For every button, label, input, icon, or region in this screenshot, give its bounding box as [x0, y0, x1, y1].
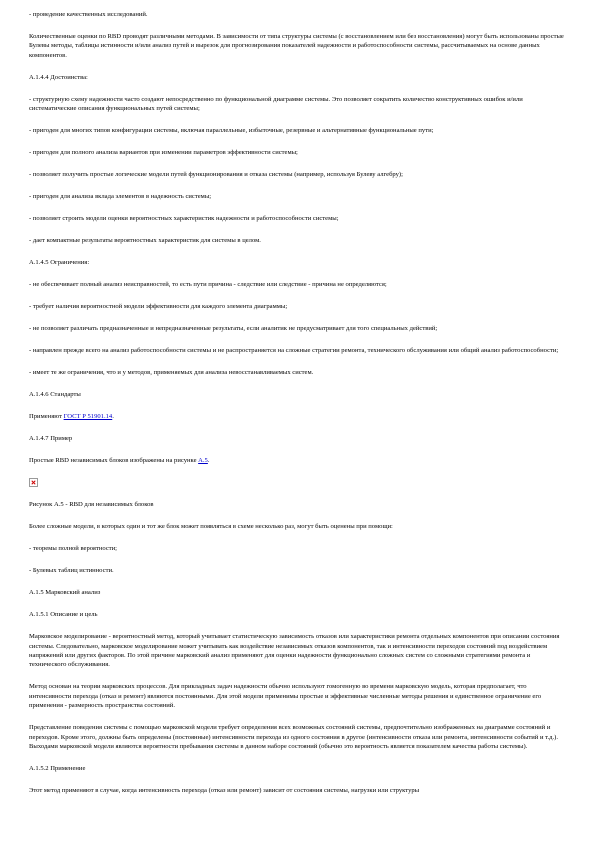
paragraph: - проведение качественных исследований. [29, 11, 148, 18]
figure-caption: Рисунок A.5 - RBD для независимых блоков [29, 501, 154, 509]
section-heading: A.1.5.2 Применение [29, 765, 86, 773]
section-heading: A.1.4.4 Достоинства: [29, 73, 88, 81]
list-item: - теоремы полной вероятности; [29, 545, 117, 553]
list-item: - Булевых таблиц истинности. [29, 567, 114, 575]
paragraph: Марковское моделирование - вероятностный метод, который учитывает статистическую зависимость отказов или характеристики ремонта отдельных компонентов при описании состояния системы. Следовательно, марковское моделирование может учитывать как воздействие независимых отказов компонентов, так и интенсивности переходов состояний под воздействием напряжений или других факторов. По этой причине марковский анализ применяют для оценки надежности функционально сложных систем со сложными стратегиями ремонта и технического обслуживания. [29, 633, 560, 669]
section-heading: A.1.5.1 Описание и цель [29, 611, 98, 619]
example-suffix: . [207, 457, 210, 465]
standards-paragraph [29, 412, 567, 421]
paragraph: Более сложные модели, в которых один и тот же блок может появляться в схеме несколько раз, могут быть оценены при помощи: [29, 523, 393, 531]
list-item: - не позволяет различать предназначенные и непредназначенные результаты, если аналитик не предусматривает для того специальных действий; [29, 325, 438, 333]
list-item: - позволяет получить простые логические модели путей функционирования и отказа системы (например, используя Булеву алгебру); [29, 171, 403, 179]
example-prefix: Простые RBD независимых блоков изображены на рисунке [29, 457, 199, 465]
broken-image-icon[interactable] [29, 478, 38, 487]
list-item: - структурную схему надежности часто создают непосредственно по функциональной диаграмме системы. Это позволяет сократить количество конструктивных ошибок и/или систематические описания функциональных путей системы; [29, 95, 523, 113]
section-heading: A.1.4.5 Ограничения: [29, 259, 90, 267]
list-item: - требует наличия вероятностной модели эффективности для каждого элемента диаграммы; [29, 303, 288, 311]
paragraph: Представление поведения системы с помощью марковской модели требует определения всех возможных состояний системы, предпочтительно изображенных на диаграмме состояний и переходов. Кроме этого, должны быть определены (постоянные) интенсивности перехода из одного состояния в другое (интенсивности отказа или ремонта, интенсивности событий и т.д.). Выходами марковской модели являются вероятности пребывания системы в данном наборе состояний (обычно это вероятность является показателем качества работы системы). [29, 724, 559, 751]
standards-suffix: . [112, 413, 114, 421]
list-item: - имеет те же ограничения, что и у методов, применяемых для анализа невосстанавливаемых систем. [29, 369, 314, 377]
document-body [29, 0, 567, 808]
figure-link[interactable]: А.5 [198, 457, 208, 465]
paragraph: Метод основан на теории марковских процессов. Для прикладных задач надежности обычно используют гомогенную во времени марковскую модель, которая предполагает, что интенсивности перехода (отказ и ремонт) являются постоянными. Для этой модели применимы простые и эффективные численные методы решения и единственное ограничение его применения - размерность пространства состояний. [29, 683, 542, 710]
section-heading: A.1.5 Марковский анализ [29, 589, 101, 597]
paragraph: Количественные оценки по RBD проводят различными методами. В зависимости от типа структуры системы (с восстановлением или без восстановления) могут быть использованы простые Булевы методы, таблицы истинности и/или анализ путей и вырезок для прогнозирования показателей надежности и работоспособности системы, рассчитываемых на основе данных компонентов. [29, 33, 564, 59]
list-item: - позволяет строить модели оценки вероятностных характеристик надежности и работоспособности системы; [29, 215, 339, 223]
list-item: - направлен прежде всего на анализ работоспособности системы и не распространяется на сложные стратегии ремонта, технического обслуживания или общий анализ работоспособности; [29, 347, 559, 355]
example-paragraph [29, 456, 567, 465]
figure [29, 478, 567, 487]
paragraph: Этот метод применяют в случае, когда интенсивность перехода (отказ или ремонт) зависит от состояния системы, нагрузки или структуры [29, 787, 420, 795]
section-heading: A.1.4.6 Стандарты [29, 391, 81, 399]
standards-prefix: Применяют [29, 413, 64, 421]
list-item: - дает компактные результаты вероятностных характеристик для системы в целом. [29, 237, 261, 245]
standard-link[interactable]: ГОСТ Р 51901.14 [63, 413, 113, 421]
list-item: - не обеспечивает полный анализ неисправностей, то есть пути причина - следствие или следствие - причина не определяются; [29, 281, 387, 289]
list-item: - пригоден для многих типов конфигурации системы, включая параллельные, избыточные, резервные и альтернативные функциональные пути; [29, 127, 434, 135]
list-item: - пригоден для анализа вклада элементов в надежность системы; [29, 193, 212, 201]
list-item: - пригоден для полного анализа вариантов при изменении параметров эффективности системы; [29, 149, 298, 157]
section-heading: A.1.4.7 Пример [29, 435, 73, 443]
